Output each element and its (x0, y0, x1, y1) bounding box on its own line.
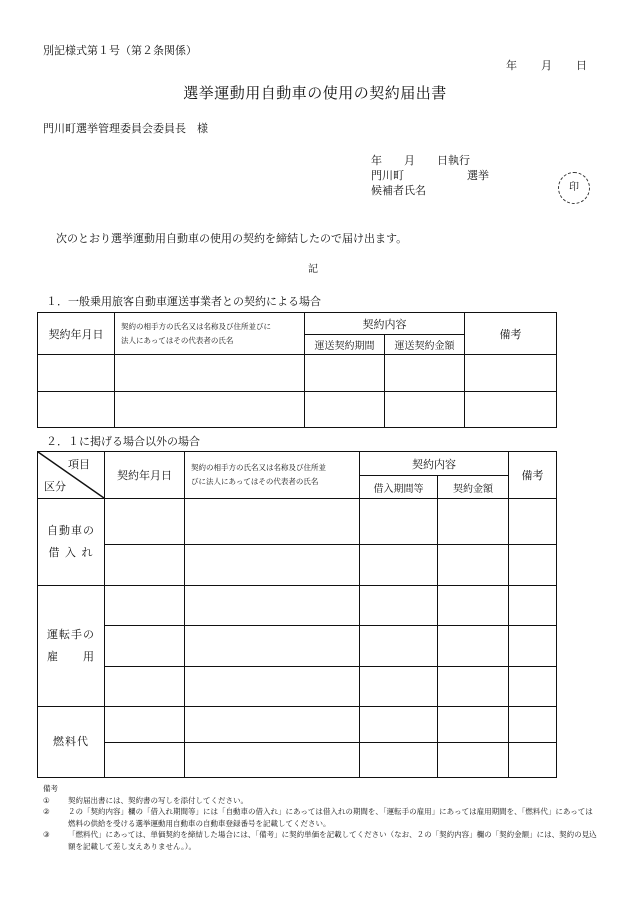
s1-entry-row (38, 355, 557, 392)
s2-cell-party[interactable] (185, 626, 360, 667)
s1-cell-date[interactable] (38, 355, 115, 392)
s2-cell-amount[interactable] (438, 586, 509, 626)
s1-cell-party[interactable] (115, 355, 305, 392)
s2-cell-date[interactable] (105, 667, 185, 707)
s2-cell-party[interactable] (185, 499, 360, 545)
s2-diag-bottom: 区分 (44, 480, 66, 493)
s2-col-period: 借入期間等 (360, 476, 438, 499)
note-mark: ③ (43, 830, 50, 839)
note-mark: ① (43, 795, 50, 805)
s2-cell-remarks[interactable] (509, 626, 557, 667)
s2-cell-remarks[interactable] (509, 707, 557, 743)
s2-driver-row (38, 586, 557, 626)
s1-col-remarks: 備考 (465, 313, 557, 355)
note-item (43, 795, 598, 807)
s2-col-remarks: 備考 (509, 452, 557, 499)
s1-col-date: 契約年月日 (38, 313, 115, 355)
s2-diag-top: 項目 (68, 458, 90, 471)
date-month: 月 (541, 59, 552, 72)
section1-heading: １．一般乗用旅客自動車運送事業者との契約による場合 (46, 295, 321, 308)
s2-cell-period[interactable] (360, 586, 438, 626)
s1-col-party (115, 313, 305, 355)
s2-cell-party[interactable] (185, 586, 360, 626)
s2-driver-row (38, 667, 557, 707)
date-year: 年 (506, 59, 517, 72)
s2-cat-driver-line2: 雇 用 (47, 650, 95, 663)
s2-cell-party[interactable] (185, 743, 360, 778)
s2-cell-period[interactable] (360, 499, 438, 545)
notes-heading: 備考 (43, 784, 58, 793)
s2-category-fuel: 燃料代 (38, 707, 105, 778)
s2-cat-car-line2: 借 入 れ (48, 546, 94, 559)
s2-cell-date[interactable] (105, 586, 185, 626)
notes-section (43, 783, 598, 852)
s1-col-amount: 運送契約金額 (385, 335, 465, 355)
s2-cell-date[interactable] (105, 499, 185, 545)
s1-cell-amount[interactable] (385, 392, 465, 428)
s2-col-party-line2: びに法人にあってはその代表者の氏名 (191, 477, 319, 486)
s2-cell-period[interactable] (360, 667, 438, 707)
s2-car-row (38, 499, 557, 545)
note-text: 「燃料代」にあっては、単価契約を締結した場合には、「備考」に契約単価を記載してください（なお、２の「契約内容」欄の「契約金額」には、契約の見込額を記載して差し支えありません。）。 (68, 830, 597, 851)
s2-cell-amount[interactable] (438, 626, 509, 667)
s2-cell-period[interactable] (360, 707, 438, 743)
s2-col-contract: 契約内容 (360, 452, 509, 476)
date-day: 日 (576, 59, 587, 72)
s1-col-period: 運送契約期間 (305, 335, 385, 355)
ki-label: 記 (308, 264, 318, 275)
section2-heading: ２．１に掲げる場合以外の場合 (46, 435, 200, 448)
election-kind: 選挙 (467, 169, 489, 182)
note-text: 契約届出書には、契約書の写しを添付してください。 (68, 795, 248, 805)
s1-col-contract: 契約内容 (305, 313, 465, 335)
s2-col-party-line1: 契約の相手方の氏名又は名称及び住所並 (191, 463, 326, 472)
s2-cell-date[interactable] (105, 707, 185, 743)
s2-cell-amount[interactable] (438, 499, 509, 545)
s2-cell-party[interactable] (185, 545, 360, 586)
s2-category-car (38, 499, 105, 586)
form-number: 別記様式第１号（第２条関係） (43, 44, 197, 57)
section2-table (37, 451, 557, 778)
s2-cell-remarks[interactable] (509, 667, 557, 707)
s2-cell-remarks[interactable] (509, 743, 557, 778)
s2-fuel-row (38, 707, 557, 743)
s2-cell-party[interactable] (185, 707, 360, 743)
election-town: 門川町 (371, 169, 404, 182)
s2-cell-remarks[interactable] (509, 545, 557, 586)
s1-cell-period[interactable] (305, 355, 385, 392)
section1-table (37, 312, 557, 428)
s2-driver-row (38, 626, 557, 667)
s2-cell-remarks[interactable] (509, 499, 557, 545)
s2-cell-amount[interactable] (438, 707, 509, 743)
s1-entry-row (38, 392, 557, 428)
s2-fuel-row (38, 743, 557, 778)
addressee: 門川町選挙管理委員会委員長 様 (43, 122, 208, 135)
s1-col-party-line2: 法人にあってはその代表者の氏名 (121, 335, 234, 345)
s2-cell-period[interactable] (360, 743, 438, 778)
s2-cell-amount[interactable] (438, 545, 509, 586)
note-item (43, 829, 598, 852)
s2-cell-date[interactable] (105, 743, 185, 778)
document-title: 選挙運動用自動車の使用の契約届出書 (183, 84, 447, 102)
election-date-line: 年 月 日執行 (371, 154, 470, 167)
s1-cell-party[interactable] (115, 392, 305, 428)
s2-col-amount: 契約金額 (438, 476, 509, 499)
candidate-name-label: 候補者氏名 (371, 184, 426, 197)
s1-cell-remarks[interactable] (465, 392, 557, 428)
intro-text: 次のとおり選挙運動用自動車の使用の契約を締結したので届け出ます。 (56, 232, 408, 245)
s2-cell-remarks[interactable] (509, 586, 557, 626)
s2-category-driver (38, 586, 105, 707)
s2-diagonal-header (38, 452, 105, 499)
s2-cat-driver-line1: 運転手の (47, 628, 95, 641)
s2-cell-amount[interactable] (438, 667, 509, 707)
s2-cell-period[interactable] (360, 626, 438, 667)
s2-cell-party[interactable] (185, 667, 360, 707)
seal-mark: 印 (558, 172, 590, 204)
s1-cell-date[interactable] (38, 392, 115, 428)
s1-cell-amount[interactable] (385, 355, 465, 392)
s1-col-party-line1: 契約の相手方の氏名又は名称及び住所並びに (121, 321, 271, 331)
s2-cell-date[interactable] (105, 626, 185, 667)
note-item (43, 806, 598, 829)
s2-car-row (38, 545, 557, 586)
s2-cat-car-line1: 自動車の (47, 524, 95, 537)
s1-cell-remarks[interactable] (465, 355, 557, 392)
s2-col-date: 契約年月日 (105, 452, 185, 499)
s2-col-party (185, 452, 360, 499)
note-text: ２の「契約内容」欄の「借入れ期間等」には「自動車の借入れ」にあっては借入れの期間を、「運転手の雇用」にあっては雇用期間を、「燃料代」にあっては燃料の供給を受ける選挙運動用自動車の自動車登録番号を記載してください。 (68, 807, 593, 828)
s2-cell-period[interactable] (360, 545, 438, 586)
s1-cell-period[interactable] (305, 392, 385, 428)
note-mark: ② (43, 807, 50, 816)
s2-cell-date[interactable] (105, 545, 185, 586)
s2-cell-amount[interactable] (438, 743, 509, 778)
